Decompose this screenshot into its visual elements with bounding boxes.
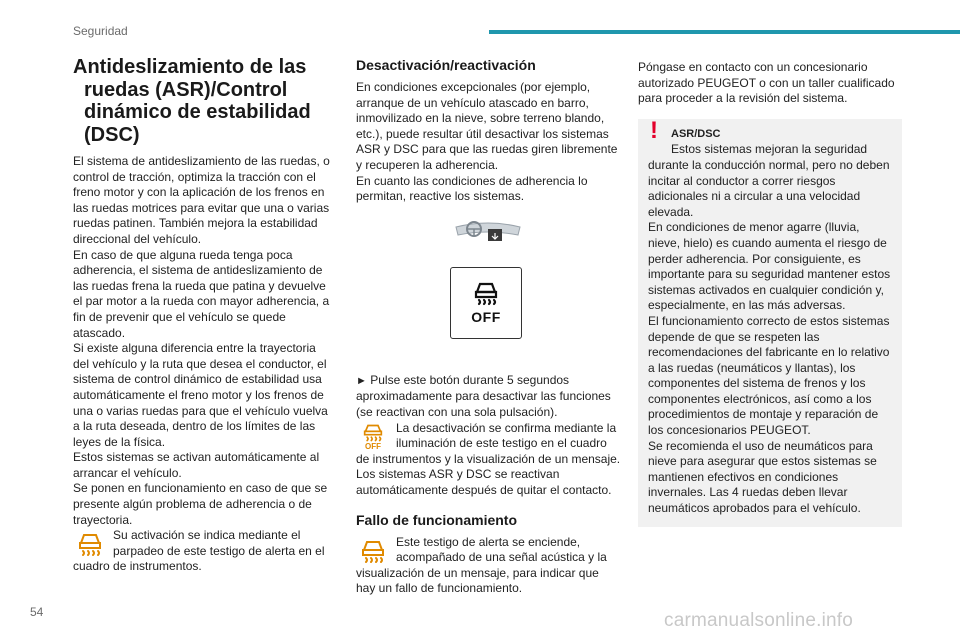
page-title — [73, 56, 335, 146]
body-paragraph: Estos sistemas se activan automáticamente al arrancar el vehículo. — [73, 450, 320, 480]
title-line: ruedas (ASR)/Control — [84, 78, 288, 101]
deactivation-confirmation-text: La desactivación se confirma mediante la iluminación de este testigo en el cuadro de instrumentos y la visualización de un mensaje. — [356, 420, 621, 466]
steering-wheel-icon — [452, 217, 524, 245]
column-left — [73, 56, 335, 575]
warning-title: ASR/DSC — [671, 127, 721, 140]
fault-note — [356, 535, 621, 597]
watermark: carmanualsonline.info — [664, 610, 854, 631]
instruction-step — [356, 373, 621, 421]
body-paragraph: El sistema de antideslizamiento de las ruedas, o control de tracción, optimiza la tracción con el freno motor y con la aplicación de los frenos en las ruedas motrices para evitar que una o varias ruedas patinen. También mejora la estabilidad direccional del vehículo. — [73, 154, 330, 246]
fault-note-text: Este testigo de alerta se enciende, acompañado de una señal acústica y la visualización de un mensaje, para indicar que hay un fallo de funcionamiento. — [356, 534, 607, 596]
activation-note — [73, 528, 335, 575]
instruction-step-text: Pulse este botón durante 5 segundos aproximadamente para desactivar las funciones (se reactivan con una sola pulsación). — [356, 372, 611, 419]
button-diagram — [356, 213, 621, 363]
page-number: 54 — [30, 605, 44, 619]
body-paragraph: Si existe alguna diferencia entre la trayectoria del vehículo y la ruta que desea el conductor, el sistema de control dinámico de estabilidad usa automáticamente el freno motor y los frenos de una o varias ruedas para que el vehículo vuelva a la ruta deseada, dentro de los límites de las leyes de la física. — [73, 341, 328, 449]
traction-off-icon — [470, 280, 502, 308]
section-header: Seguridad — [73, 24, 128, 38]
body-paragraph: En condiciones excepcionales (por ejemplo, arranque de un vehículo atascado en barro, inmovilizado en la nieve, sobre terreno blando, etc.), puede resultar útil desactivar los sistemas ASR y DSC para que las ruedas giren libremente y recuperen la adherencia. — [356, 80, 618, 172]
section-title-fault: Fallo de funcionamiento — [356, 511, 518, 528]
body-paragraph: En cuanto las condiciones de adherencia lo permitan, reactive los sistemas. — [356, 173, 588, 204]
warning-paragraph: En condiciones de menor agarre (lluvia, nieve, hielo) es cuando aumenta el riesgo de perder adherencia. Por consiguiente, es importante para su seguridad mantener estos sistemas activados en cualquier condición y, especialmente, en las más adversas. — [648, 220, 891, 313]
traction-off-button[interactable] — [450, 267, 522, 339]
warning-paragraph: El funcionamiento correcto de estos sistemas depende de que se respeten las recomendaciones del fabricante en lo relativo a las ruedas (neumáticos y llantas), los componentes del sistema de frenos y los componentes electrónicos, así como a los procedimientos de montaje y reparación de los concesionarios PEUGEOT. — [648, 313, 890, 438]
header-accent-bar — [489, 30, 960, 34]
column-right — [638, 60, 902, 527]
warning-mark-icon: ! — [650, 116, 658, 144]
traction-off-warning-icon — [356, 422, 390, 452]
column-middle — [356, 57, 621, 597]
traction-warning-icon — [356, 536, 390, 566]
warning-box — [638, 116, 902, 527]
traction-warning-icon — [73, 529, 107, 559]
activation-note-text: Su activación se indica mediante el parpadeo de este testigo de alerta en el cuadro de instrumentos. — [73, 528, 325, 574]
section-title-deactivation: Desactivación/reactivación — [356, 57, 536, 73]
warning-paragraph: Se recomienda el uso de neumáticos para nieve para asegurar que estos sistemas se mantienen efectivos en condiciones invernales. Las 4 ruedas deben llevar neumáticos aprobados para el vehículo. — [648, 438, 877, 516]
title-line: (DSC) — [84, 123, 140, 146]
body-paragraph: Póngase en contacto con un concesionario autorizado PEUGEOT o con un taller cualificado para proceder a la revisión del sistema. — [638, 60, 895, 106]
button-off-label: OFF — [471, 308, 501, 325]
warning-intro: Estos sistemas mejoran la seguridad — [671, 142, 868, 157]
step-arrow-icon: ► — [356, 374, 367, 387]
warning-paragraph: durante la conducción normal, pero no deben incitar al conductor a correr riesgos adicionales ni a circular a una velocidad elevada. — [648, 157, 890, 219]
off-lamp-label: OFF — [365, 441, 381, 451]
body-paragraph: En caso de que alguna rueda tenga poca adherencia, el sistema de antideslizamiento de las ruedas frena la rueda que patina y devuelve el par motor a la rueda con mayor adherencia, a fin de prevenir que el vehículo se quede atascado. — [73, 247, 330, 340]
deactivation-confirmation — [356, 421, 621, 468]
body-paragraph: Los sistemas ASR y DSC se reactivan automáticamente después de quitar el contacto. — [356, 467, 612, 497]
body-paragraph: Se ponen en funcionamiento en caso de que se presente algún problema de adherencia o de trayectoria. — [73, 481, 328, 527]
title-line: Antideslizamiento de las — [73, 56, 307, 78]
title-line: dinámico de estabilidad — [84, 101, 311, 123]
